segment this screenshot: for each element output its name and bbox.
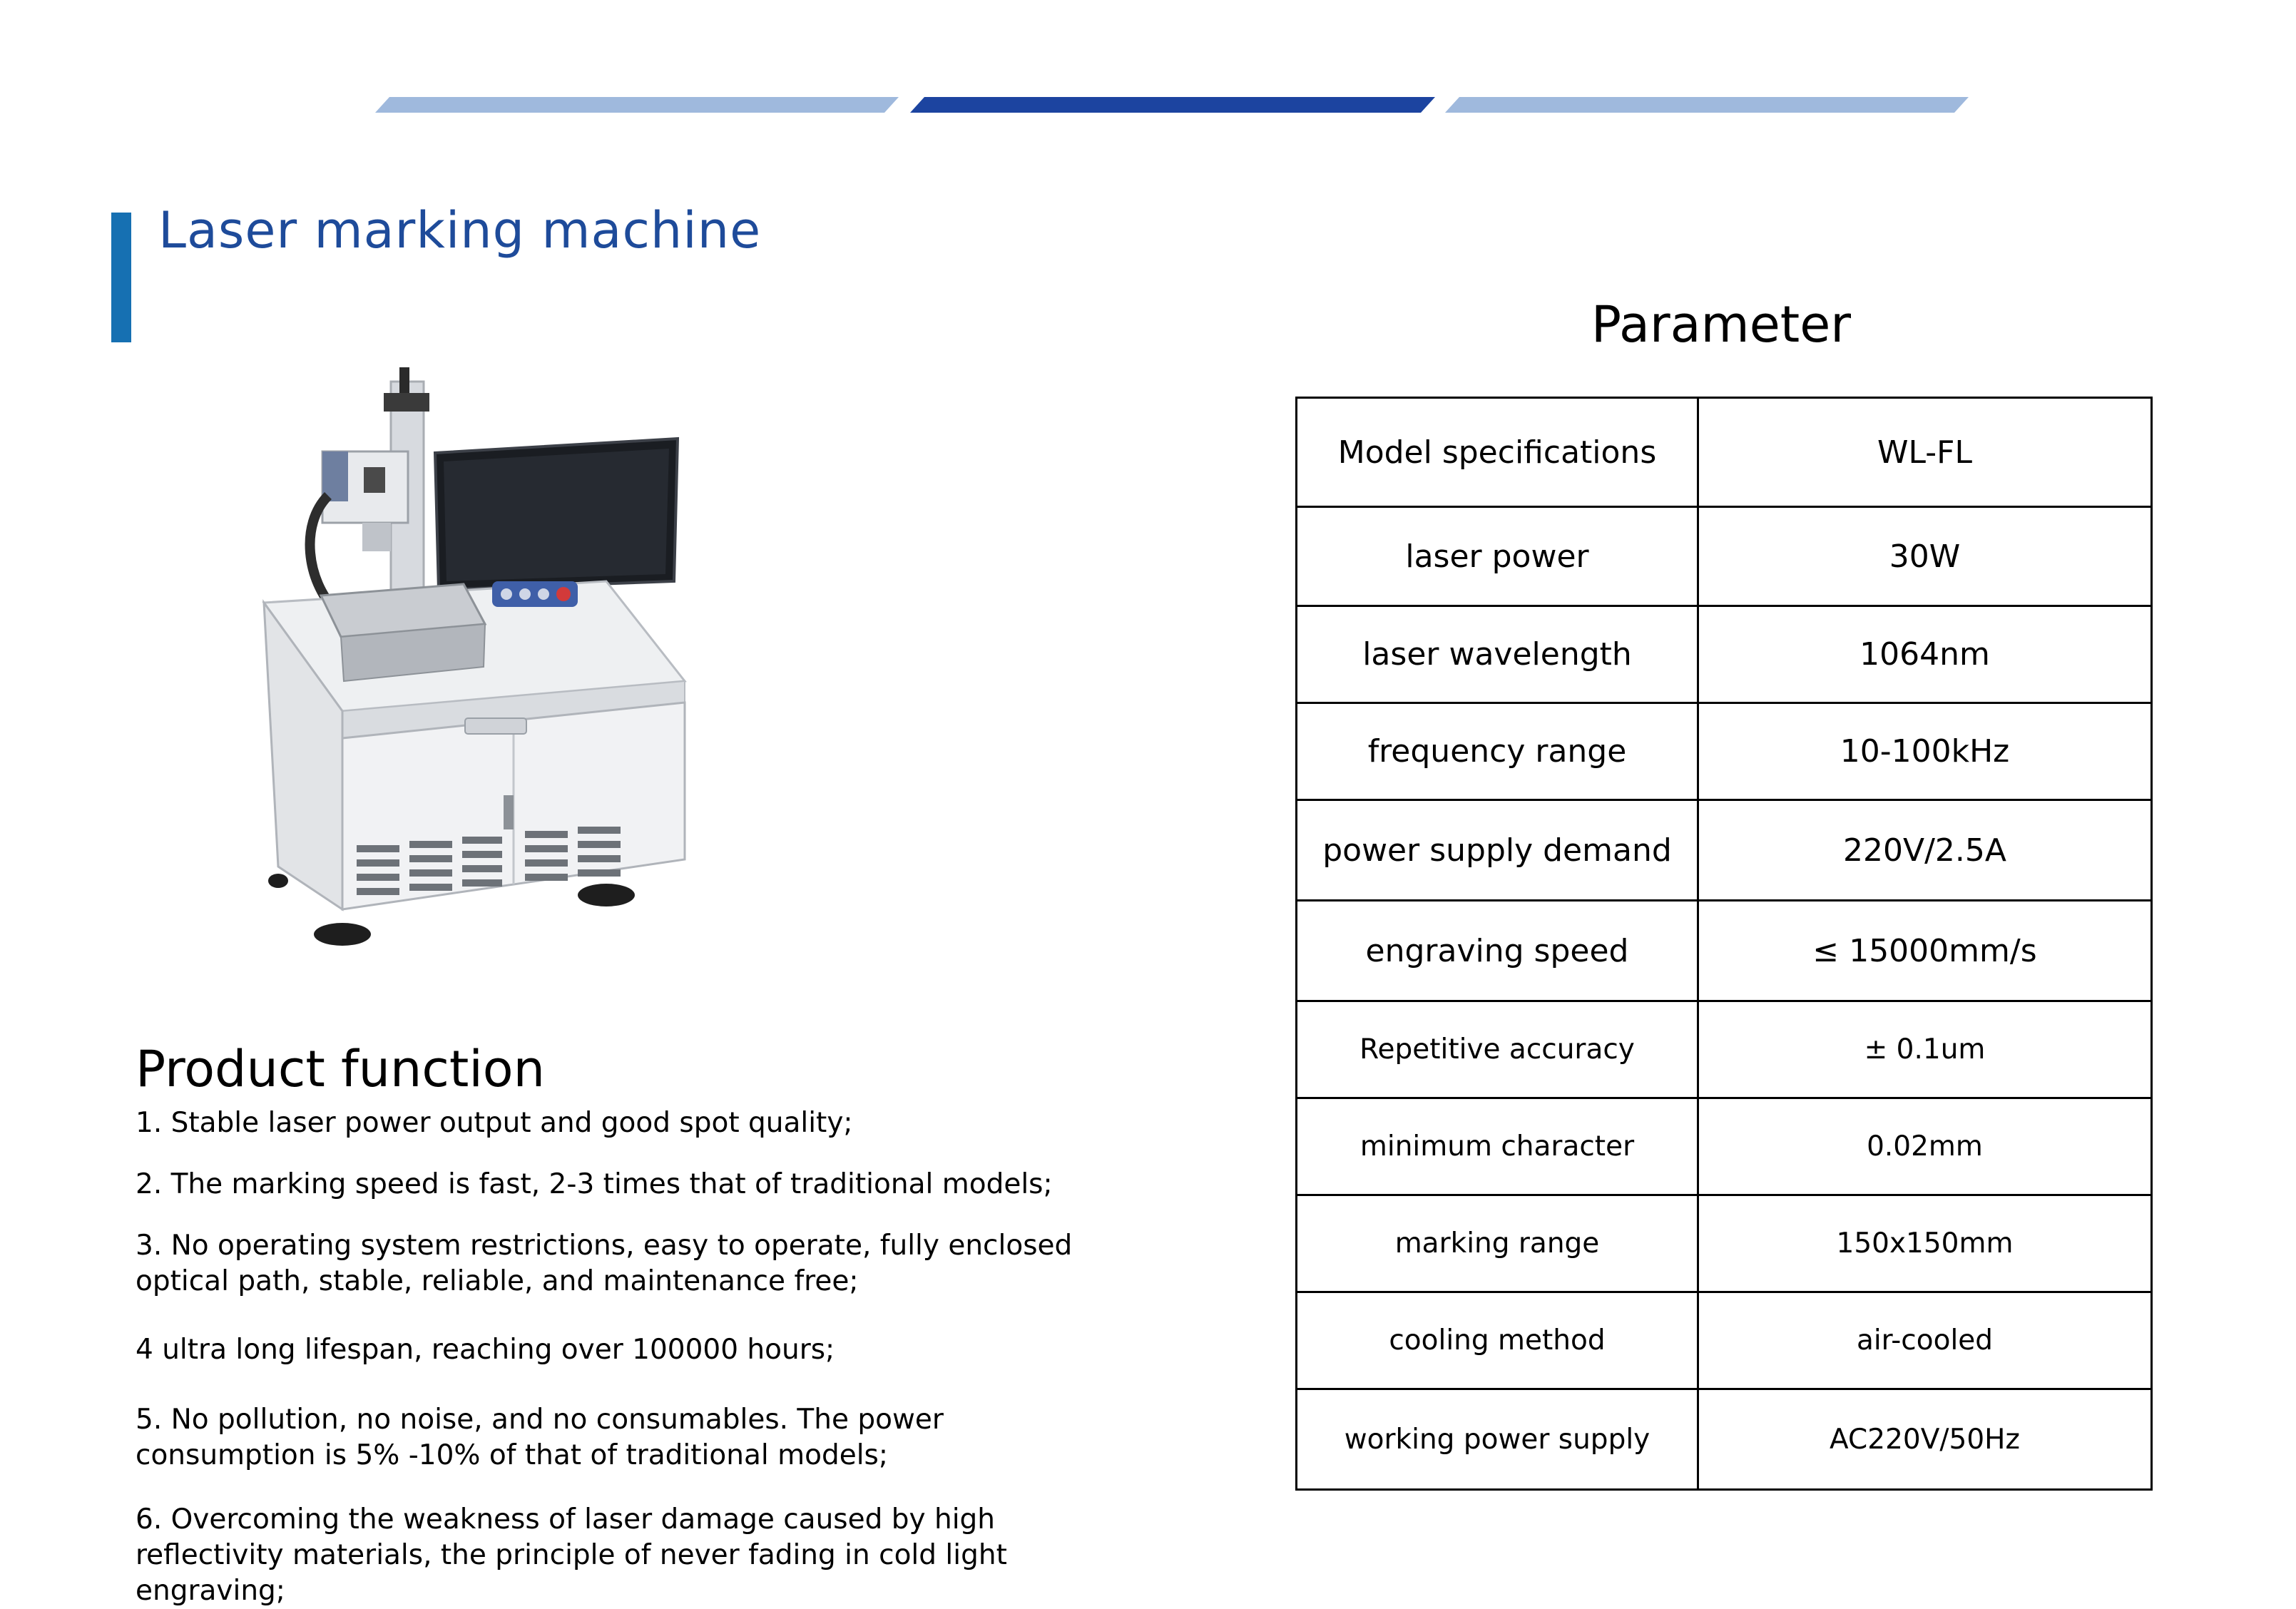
header-bar-center <box>910 97 1435 113</box>
product-function-item: 2. The marking speed is fast, 2-3 times that of traditional models; <box>136 1168 1053 1200</box>
table-row <box>1297 1098 2152 1195</box>
param-value: air-cooled <box>1698 1292 2152 1389</box>
param-value: 220V/2.5A <box>1698 800 2152 901</box>
table-row <box>1297 398 2152 507</box>
table-row <box>1297 703 2152 800</box>
table-row <box>1297 1389 2152 1490</box>
param-label: Repetitive accuracy <box>1297 1001 1698 1098</box>
product-photo <box>257 367 699 959</box>
table-row <box>1297 1195 2152 1292</box>
param-label: working power supply <box>1297 1389 1698 1490</box>
product-function-item: 5. No pollution, no noise, and no consumables. The power consumption is 5% -10% of that of traditional models; <box>136 1404 944 1471</box>
table-row <box>1297 800 2152 901</box>
param-value: 10-100kHz <box>1698 703 2152 800</box>
table-row <box>1297 901 2152 1001</box>
param-value: 30W <box>1698 507 2152 606</box>
param-label: marking range <box>1297 1195 1698 1292</box>
param-label: Model specifications <box>1297 398 1698 507</box>
table-row <box>1297 507 2152 606</box>
product-function-item: 6. Overcoming the weakness of laser damage caused by high reflectivity materials, the principle of never fading in cold light engraving; <box>136 1503 1007 1607</box>
param-label: frequency range <box>1297 703 1698 800</box>
parameter-title: Parameter <box>1591 295 1852 354</box>
title-accent-bar <box>111 213 131 342</box>
param-label: laser power <box>1297 507 1698 606</box>
product-function-item: 3. No operating system restrictions, easy to operate, fully enclosed optical path, stable, reliable, and maintenance free; <box>136 1230 1073 1297</box>
table-row <box>1297 1001 2152 1098</box>
param-value: AC220V/50Hz <box>1698 1389 2152 1490</box>
table-row <box>1297 606 2152 703</box>
parameter-table <box>1295 397 2153 1491</box>
header-bar-left <box>375 97 899 113</box>
table-row <box>1297 1292 2152 1389</box>
param-label: minimum character <box>1297 1098 1698 1195</box>
product-function-item: 1. Stable laser power output and good spot quality; <box>136 1107 853 1139</box>
param-label: cooling method <box>1297 1292 1698 1389</box>
param-value: ± 0.1um <box>1698 1001 2152 1098</box>
param-value: 1064nm <box>1698 606 2152 703</box>
param-label: engraving speed <box>1297 901 1698 1001</box>
header-decorative-bars <box>0 0 2296 121</box>
param-value: WL-FL <box>1698 398 2152 507</box>
param-value: ≤ 15000mm/s <box>1698 901 2152 1001</box>
page-title: Laser marking machine <box>158 201 762 260</box>
param-label: power supply demand <box>1297 800 1698 901</box>
product-function-item: 4 ultra long lifespan, reaching over 100000 hours; <box>136 1334 835 1366</box>
param-value: 0.02mm <box>1698 1098 2152 1195</box>
product-function-title: Product function <box>136 1040 545 1098</box>
param-value: 150x150mm <box>1698 1195 2152 1292</box>
param-label: laser wavelength <box>1297 606 1698 703</box>
header-bar-right <box>1445 97 1969 113</box>
